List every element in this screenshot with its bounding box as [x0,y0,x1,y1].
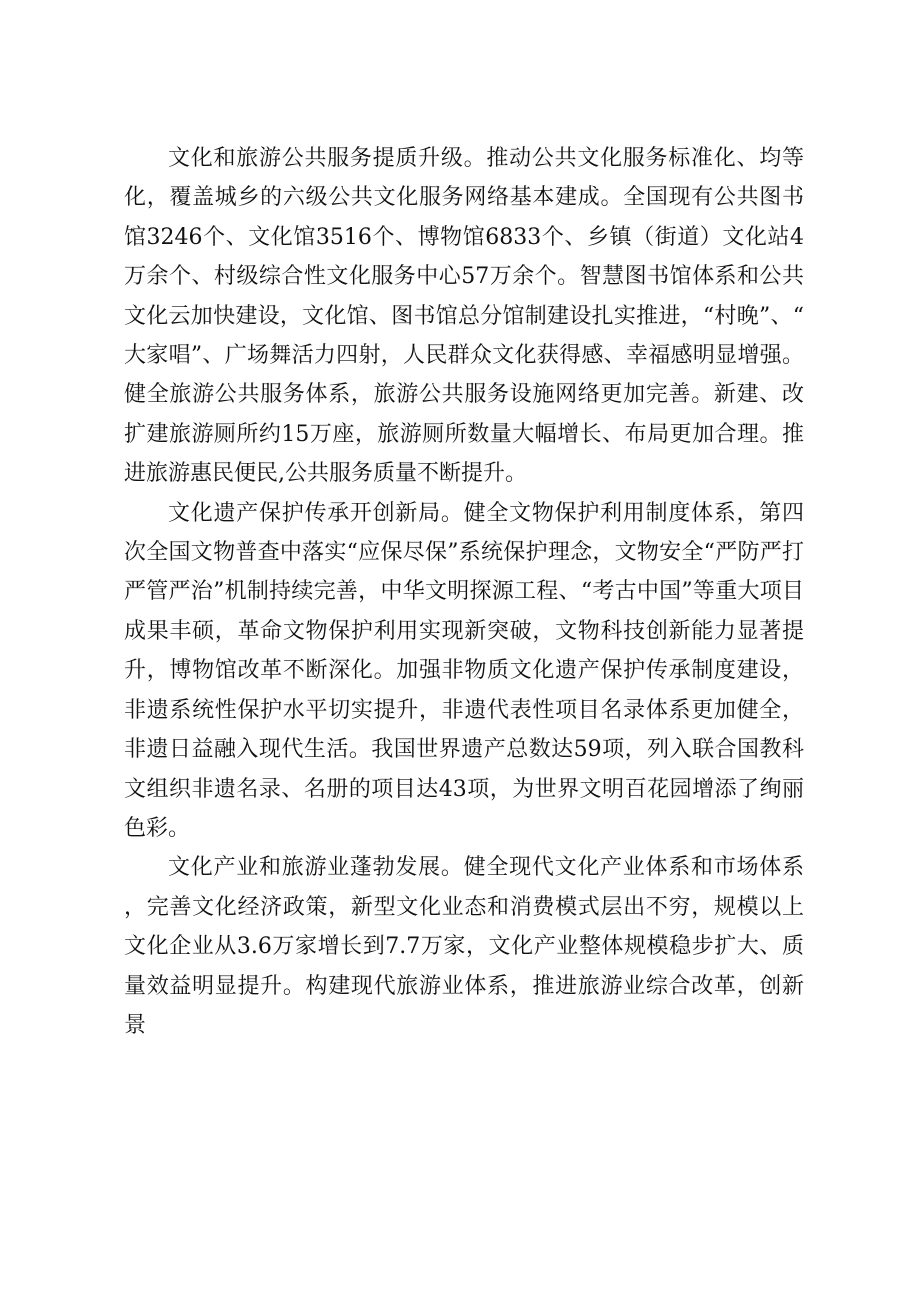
document-body [124,139,804,1045]
paragraph-public-services: 文化和旅游公共服务提质升级。推动公共文化服务标准化、均等化，覆盖城乡的六级公共文化服务网络基本建成。全国现有公共图书馆3246个、文化馆3516个、博物馆6833个、乡镇（街道）文化站4万余个、村级综合性文化服务中心57万余个。智慧图书馆体系和公共文化云加快建设，文化馆、图书馆总分馆制建设扎实推进，“村晚”、“大家唱”、广场舞活力四射，人民群众文化获得感、幸福感明显增强。健全旅游公共服务体系，旅游公共服务设施网络更加完善。新建、改扩建旅游厕所约15万座，旅游厕所数量大幅增长、布局更加合理。推进旅游惠民便民,公共服务质量不断提升。 [124,146,804,487]
paragraph-culture-tourism-industry: 文化产业和旅游业蓬勃发展。健全现代文化产业体系和市场体系，完善文化经济政策，新型文化业态和消费模式层出不穷，规模以上文化企业从3.6万家增长到7.7万家，文化产业整体规模稳步扩大、质量效益明显提升。构建现代旅游业体系，推进旅游业综合改革，创新景 [124,855,804,1038]
paragraph-heritage-protection: 文化遗产保护传承开创新局。健全文物保护利用制度体系，第四次全国文物普查中落实“应保尽保”系统保护理念，文物安全“严防严打严管严治”机制持续完善，中华文明探源工程、“考古中国”等重大项目成果丰硕，革命文物保护利用实现新突破，文物科技创新能力显著提升，博物馆改革不断深化。加强非物质文化遗产保护传承制度建设，非遗系统性保护水平切实提升，非遗代表性项目名录体系更加健全，非遗日益融入现代生活。我国世界遗产总数达59项，列入联合国教科文组织非遗名录、名册的项目达43项，为世界文明百花园增添了绚丽色彩。 [124,500,804,841]
